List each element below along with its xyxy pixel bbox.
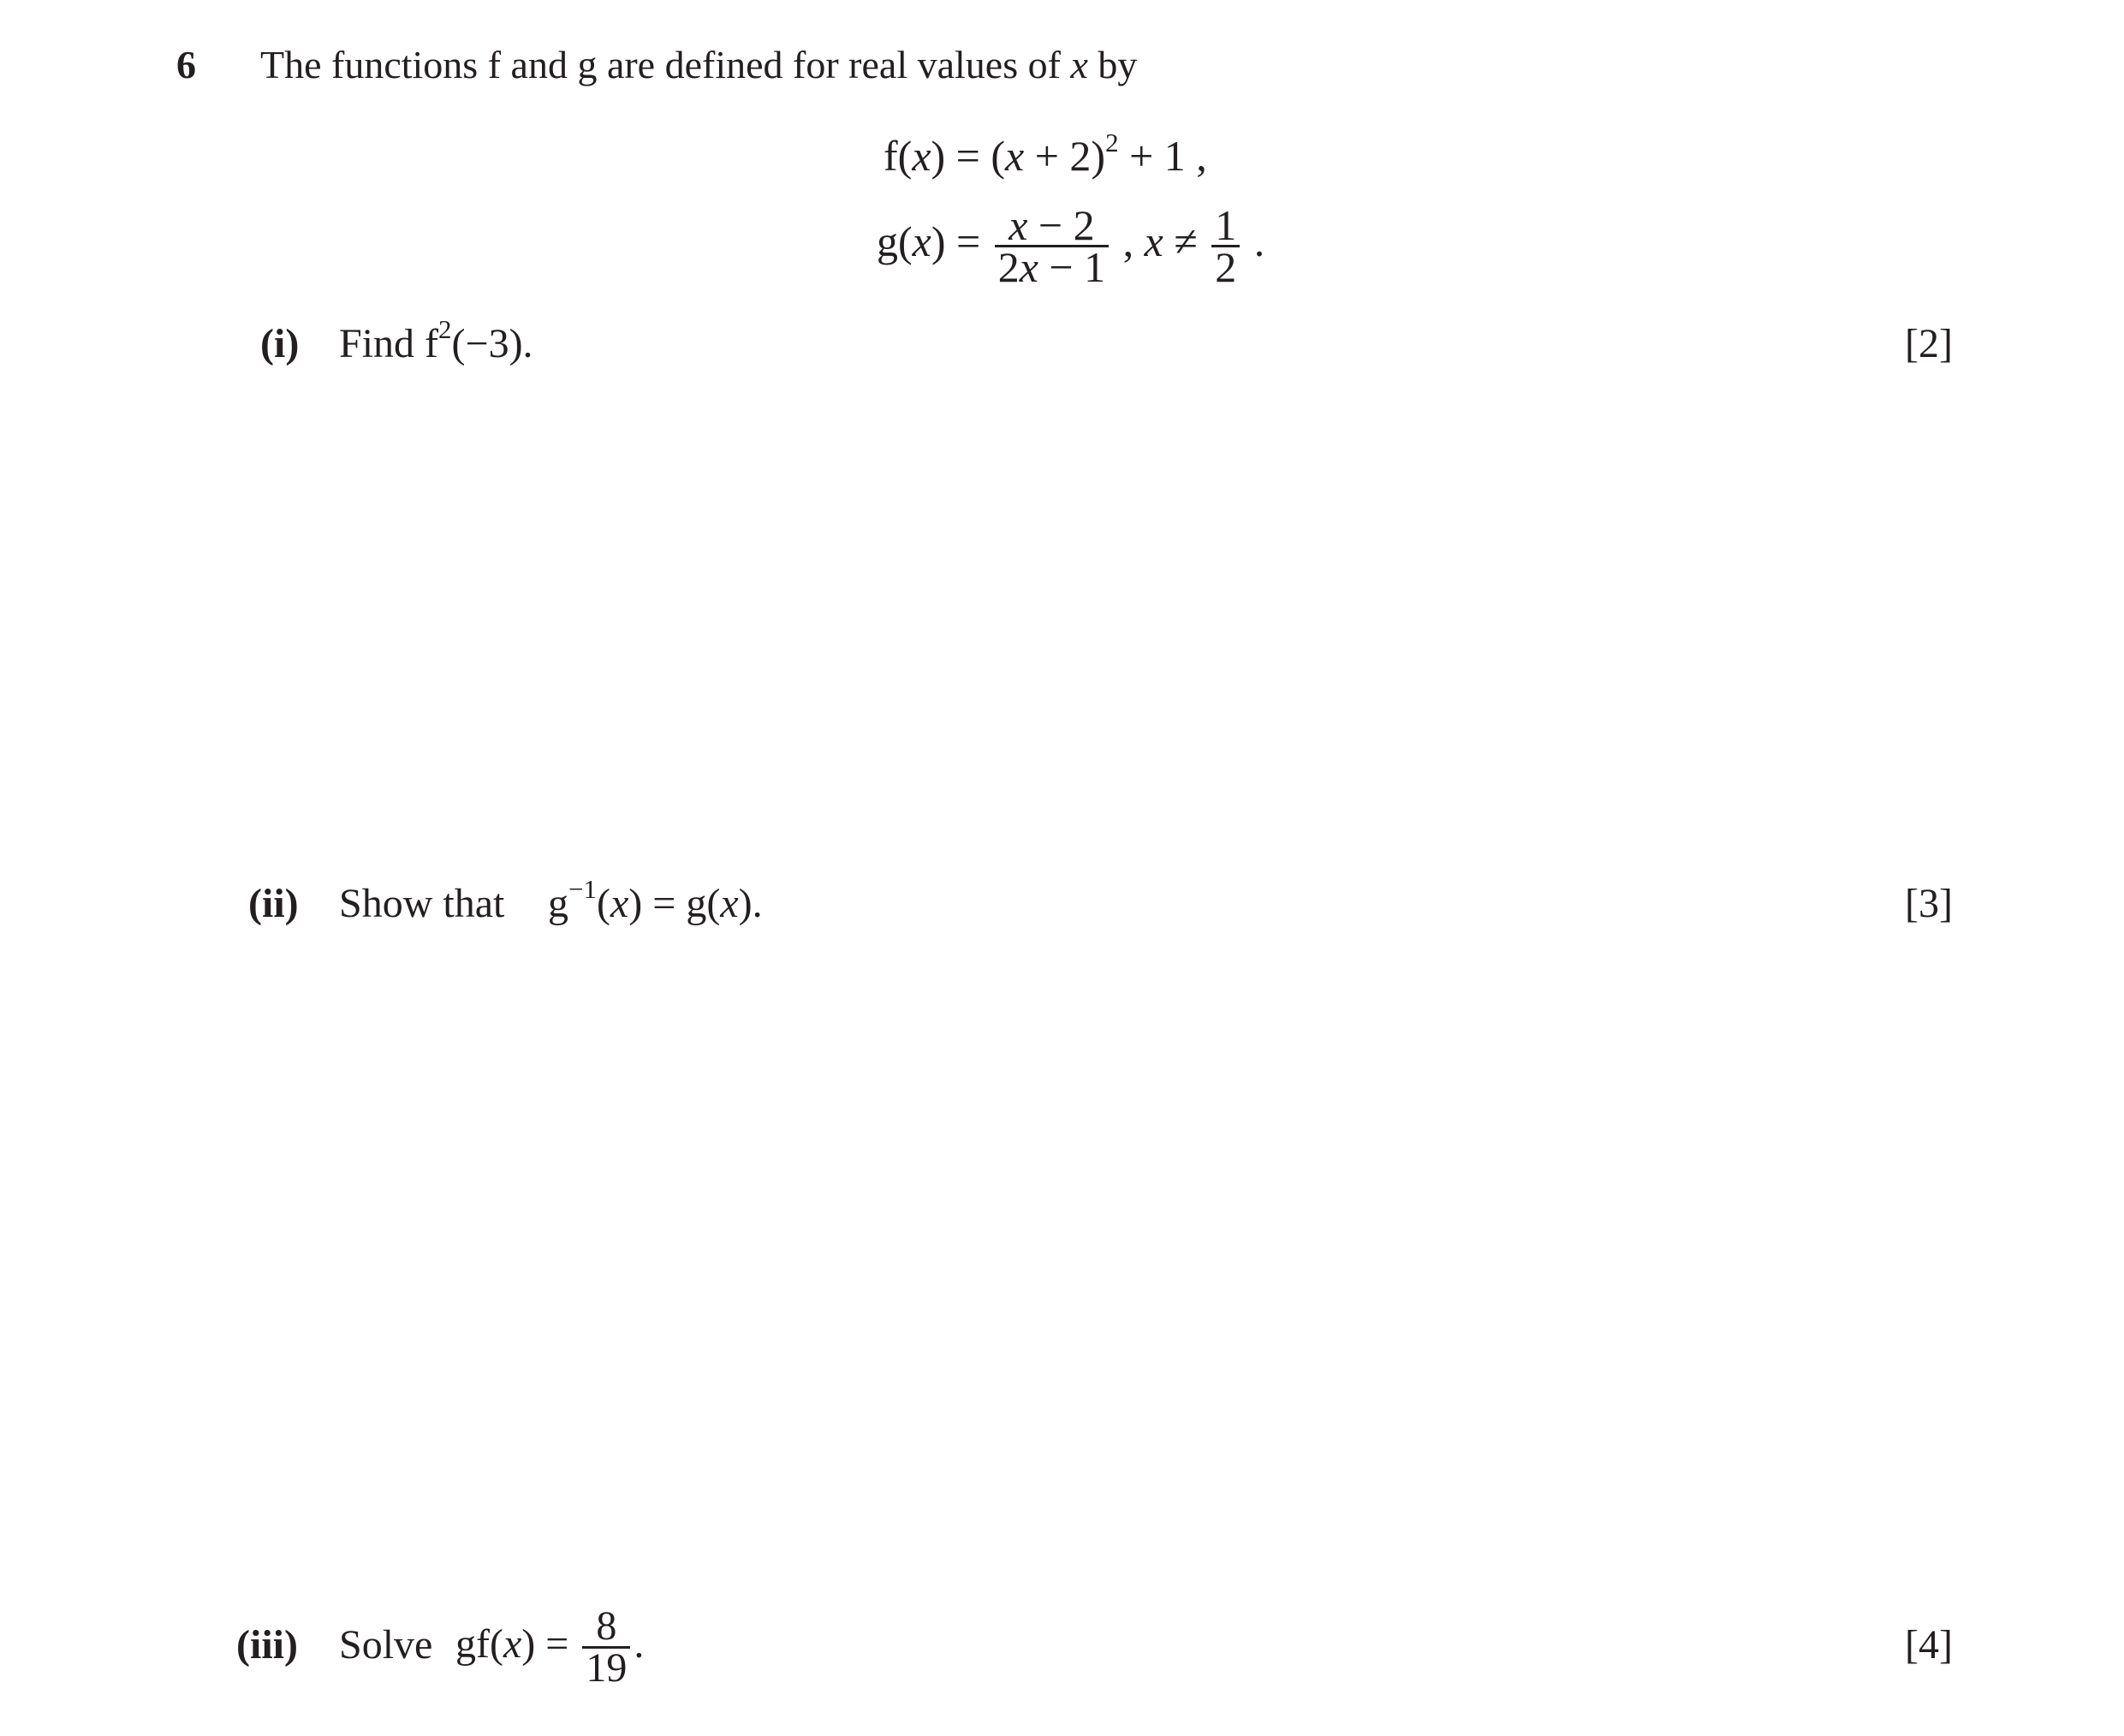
intro-variable: x <box>1070 43 1088 86</box>
f-definition: $f(x) = (x + 2)^2 + 1$ , <box>884 128 1207 180</box>
part-ii-instruction: Show that <box>339 881 505 926</box>
g-name: g <box>877 217 898 265</box>
part-i-arg: (−3). <box>451 321 533 366</box>
part-iii-numerator: 8 <box>582 1607 630 1649</box>
part-iii-marks: [4] <box>1905 1622 1953 1668</box>
part-ii-text <box>339 878 504 930</box>
g-fraction-numerator <box>995 201 1109 249</box>
part-i-text <box>339 314 533 374</box>
f-rhs-end: + 1 , <box>1118 132 1207 180</box>
g-fraction-denominator <box>995 243 1109 291</box>
part-ii-open: ( <box>596 881 610 926</box>
part-ii-g: g <box>548 881 568 926</box>
part-ii-marks: [3] <box>1905 881 1953 926</box>
g-cond-numerator: 1 <box>1211 205 1240 247</box>
part-ii-math <box>548 874 763 934</box>
f-rhs-mid: + 2) <box>1024 132 1106 180</box>
part-ii-mid: ) = g( <box>628 881 721 926</box>
part-ii-exponent: −1 <box>568 874 597 904</box>
part-i-instruction: Find <box>339 321 425 366</box>
part-iii-math <box>455 1597 644 1691</box>
part-i-exponent: 2 <box>438 314 452 344</box>
part-iii-var: x <box>503 1621 522 1667</box>
g-definition: g(x) = $\frac{x - 2}{2x - 1}$ , x ≠ $\frac{1}{2}$ . <box>877 201 1265 291</box>
intro-end: by <box>1087 43 1138 86</box>
intro-text: The functions f and g are defined for real values of <box>260 43 1071 86</box>
g-num-rest: − 2 <box>1027 201 1095 249</box>
part-i-marks: [2] <box>1905 321 1953 366</box>
part-iii-denominator: 19 <box>586 1645 628 1691</box>
g-cond-op: ≠ <box>1163 217 1209 265</box>
part-iii-text <box>339 1620 432 1671</box>
g-arg: x <box>912 217 931 265</box>
part-iii-eq: ) = <box>521 1621 580 1667</box>
f-name: f <box>884 132 898 180</box>
g-end: . <box>1243 217 1265 265</box>
question-intro <box>260 39 1137 91</box>
part-iii-func: gf( <box>455 1621 503 1667</box>
f-rhs-var: x <box>1005 132 1025 180</box>
part-ii-label: (ii) <box>248 881 299 926</box>
part-i-func: f <box>425 321 439 366</box>
g-fraction <box>995 201 1109 291</box>
part-iii-label: (iii) <box>236 1622 298 1668</box>
part-ii-end: ). <box>738 881 763 926</box>
question-number: 6 <box>176 43 196 86</box>
g-num-var: x <box>1008 201 1028 249</box>
part-i-label: (i) <box>260 321 300 366</box>
g-eq: = <box>945 217 991 265</box>
part-ii-var2: x <box>720 881 739 926</box>
g-cond-denominator: 2 <box>1215 243 1237 291</box>
part-iii-instruction: Solve <box>339 1622 433 1668</box>
f-rhs-open: = ( <box>945 132 1006 180</box>
g-den-var: x <box>1019 243 1038 291</box>
f-exponent: 2 <box>1105 128 1119 158</box>
part-iii-end: . <box>634 1621 645 1667</box>
g-cond-fraction <box>1211 201 1240 291</box>
f-arg: x <box>912 132 931 180</box>
g-cond-var: x <box>1144 217 1163 265</box>
g-den-coef: 2 <box>997 243 1020 291</box>
g-den-rest: − 1 <box>1038 243 1106 291</box>
g-comma: , <box>1112 217 1145 265</box>
part-ii-var1: x <box>610 881 629 926</box>
part-iii-fraction <box>582 1603 630 1691</box>
